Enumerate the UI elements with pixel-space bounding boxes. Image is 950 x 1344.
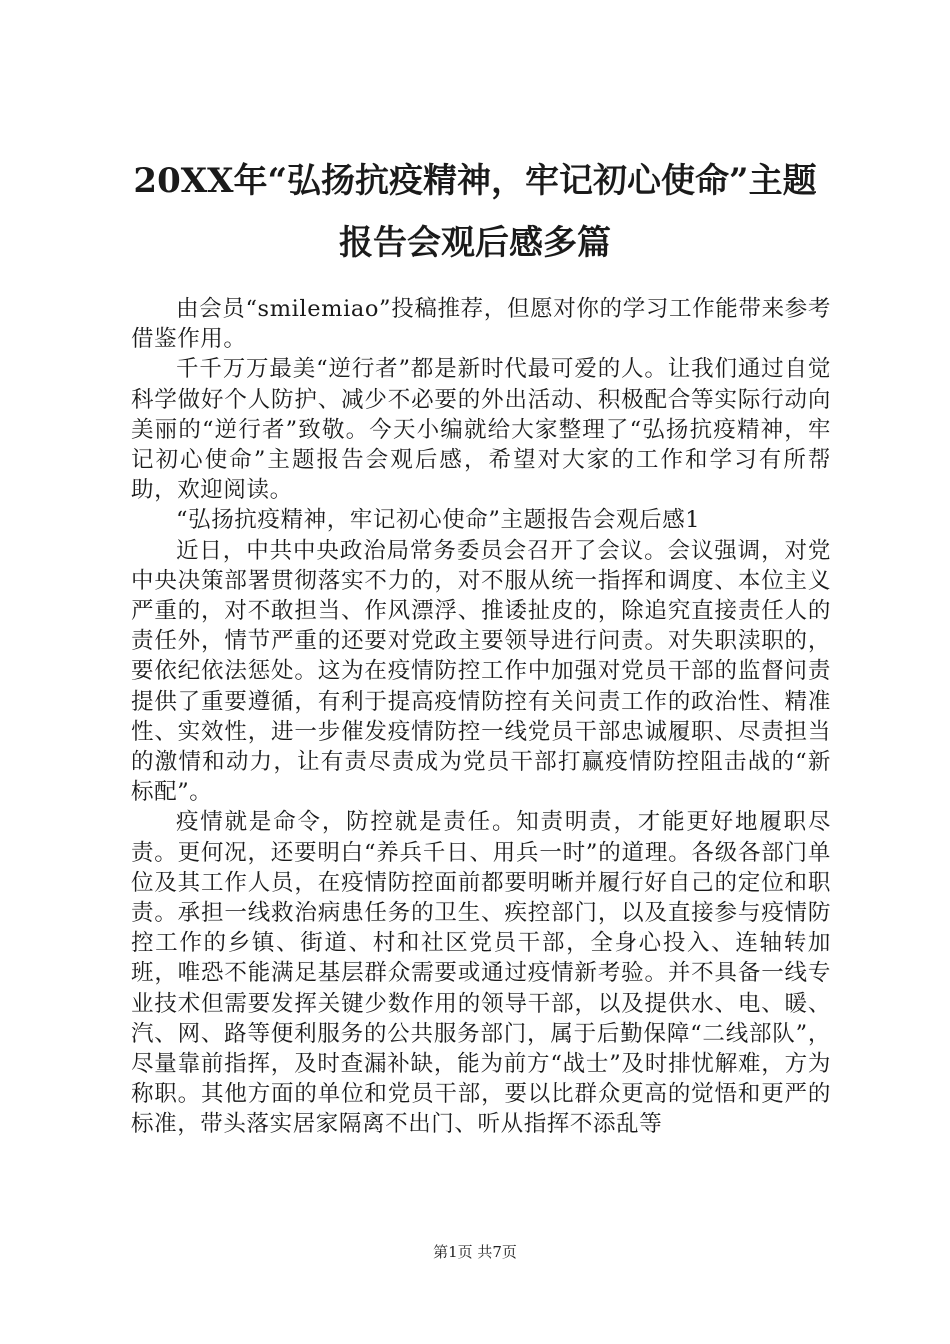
document-title: 20XX年“弘扬抗疫精神，牢记初心使命”主题报告会观后感多篇	[133, 161, 817, 263]
section-heading: “弘扬抗疫精神，牢记初心使命”主题报告会观后感1	[176, 507, 701, 534]
paragraph-body-2: 疫情就是命令，防控就是责任。知责明责，才能更好地履职尽责。更何况，还要明白“养兵千日、用兵一时”的道理。各级各部门单位及其工作人员，在疫情防控面前都要明晰并履行好自己的定位和职责。承担一线救治病患任务的卫生、疾控部门，以及直接参与疫情防控工作的乡镇、街道、村和社区党员干部，全身心投入、连轴转加班，唯恐不能满足基层群众需要或通过疫情新考验。并不具备一线专业技术但需要发挥关键少数作用的领导干部，以及提供水、电、暖、汽、网、路等便利服务的公共服务部门，属于后勤保障“二线部队”，尽量靠前指挥，及时查漏补缺，能为前方“战士”及时排忧解难，方为称职。其他方面的单位和党员干部，要以比群众更高的觉悟和更严的标准，带头落实居家隔离不出门、听从指挥不添乱等	[131, 809, 831, 1138]
page-footer: 第1页 共7页	[433, 1243, 517, 1261]
paragraph-preface: 千千万万最美“逆行者”都是新时代最可爱的人。让我们通过自觉科学做好个人防护、减少不必要的外出活动、积极配合等实际行动向美丽的“逆行者”致敬。今天小编就给大家整理了“弘扬抗疫精神，牢记初心使命”主题报告会观后感，希望对大家的工作和学习有所帮助，欢迎阅读。	[131, 356, 831, 504]
paragraph-body-1: 近日，中共中央政治局常务委员会召开了会议。会议强调，对党中央决策部署贯彻落实不力的，对不服从统一指挥和调度、本位主义严重的，对不敢担当、作风漂浮、推诿扯皮的，除追究直接责任人的责任外，情节严重的还要对党政主要领导进行问责。对失职渎职的，要依纪依法惩处。这为在疫情防控工作中加强对党员干部的监督问责提供了重要遵循，有利于提高疫情防控有关问责工作的政治性、精准性、实效性，进一步催发疫情防控一线党员干部忠诚履职、尽责担当的激情和动力，让有责尽责成为党员干部打赢疫情防控阻击战的“新标配”。	[131, 537, 831, 806]
document-body	[131, 294, 831, 1140]
paragraph-intro: 由会员“smilemiao”投稿推荐，但愿对你的学习工作能带来参考借鉴作用。	[131, 296, 831, 353]
